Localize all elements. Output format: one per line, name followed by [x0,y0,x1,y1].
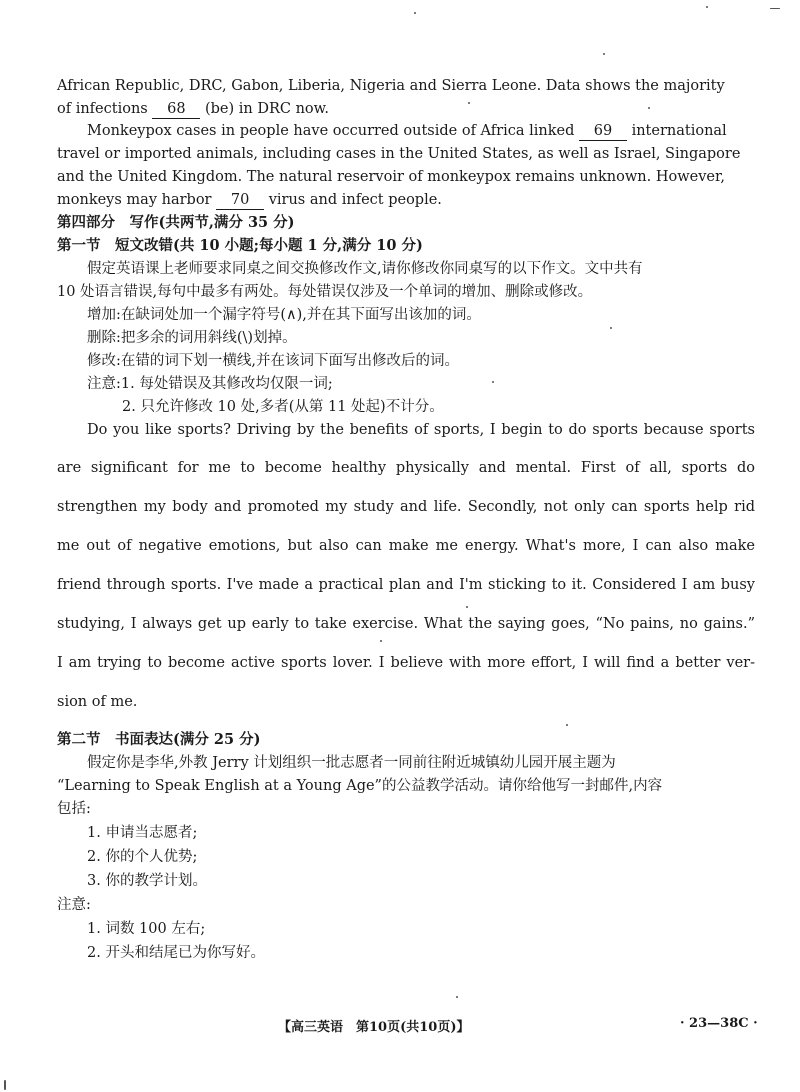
scan-speck [466,606,468,608]
passage-line-5: and the United Kingdom. The natural reservoir of monkeypox remains unknown. However, [57,169,725,185]
essay-line-2: are significant for me to become healthy physically and mental. First of all, sports do [57,460,755,476]
section1-intro-1: 假定英语课上老师要求同桌之间交换修改作文,请你修改你同桌写的以下作文。文中共有 [87,261,643,277]
passage-line-6 [57,190,752,210]
scan-speck [648,107,650,109]
blank-68: 68 [152,101,200,119]
scan-speck [4,1080,6,1090]
scan-speck [770,8,780,9]
content-item-2: 2. 你的个人优势; [87,849,198,865]
scan-speck [603,53,605,55]
essay-line-7: I am trying to become active sports lover. I believe with more effort, I will find a better ver- [57,655,755,671]
section2-prompt-2: “Learning to Speak English at a Young Age”的公益教学活动。请你给他写一封邮件,内容 [57,778,663,794]
passage-text: virus and infect people. [268,192,442,208]
content-item-3: 3. 你的教学计划。 [87,873,207,889]
writing-note-1: 1. 词数 100 左右; [87,921,206,937]
scan-speck [380,640,382,642]
scan-speck [610,327,612,329]
passage-text: (be) in DRC now. [204,101,329,117]
notes-heading: 注意: [57,897,91,913]
note-1: 注意:1. 每处错误及其修改均仅限一词; [87,376,333,392]
essay-line-8: sion of me. [57,694,138,710]
blank-70: 70 [216,192,264,210]
section2-prompt-3: 包括: [57,801,91,817]
rule-add: 增加:在缺词处加一个漏字符号(∧),并在其下面写出该加的词。 [87,307,481,323]
part4-heading: 第四部分 写作(共两节,满分 35 分) [57,214,295,231]
essay-line-5: friend through sports. I've made a practical plan and I'm sticking to it. Considered I am busy [57,577,755,593]
content-item-1: 1. 申请当志愿者; [87,825,198,841]
section1-heading: 第一节 短文改错(共 10 小题;每小题 1 分,满分 10 分) [57,237,423,254]
rule-modify: 修改:在错的词下划一横线,并在该词下面写出修改后的词。 [87,353,459,369]
essay-line-6: studying, I always get up early to take exercise. What the saying goes, “No pains, no gains.” [57,616,755,632]
scan-speck [706,6,708,8]
passage-line-1: African Republic, DRC, Gabon, Liberia, Nigeria and Sierra Leone. Data shows the majority [57,78,725,94]
note-2: 2. 只允许修改 10 处,多者(从第 11 处起)不计分。 [122,399,444,415]
passage-line-3 [87,121,752,141]
passage-text: Monkeypox cases in people have occurred outside of Africa linked [87,123,575,139]
writing-note-2: 2. 开头和结尾已为你写好。 [87,945,265,961]
scan-speck [468,102,470,104]
essay-line-4: me out of negative emotions, but also can make me energy. What's more, I can also make [57,538,755,554]
scan-speck [456,996,458,998]
section2-heading: 第二节 书面表达(满分 25 分) [57,731,261,748]
scan-speck [492,381,494,383]
passage-line-2 [57,99,752,119]
blank-69: 69 [579,123,627,141]
rule-delete: 删除:把多余的词用斜线(\)划掉。 [87,330,297,346]
scan-speck [414,12,416,14]
page-footer-title: 【高三英语 第10页(共10页)】 [278,1020,470,1035]
passage-text: monkeys may harbor [57,192,212,208]
essay-line-1: Do you like sports? Driving by the benefits of sports, I begin to do sports because sports [87,422,755,438]
essay-line-3: strengthen my body and promoted my study and life. Secondly, not only can sports help rid [57,499,755,515]
scan-speck [566,724,568,726]
section2-prompt-1: 假定你是李华,外教 Jerry 计划组织一批志愿者一同前往附近城镇幼儿园开展主题为 [87,755,616,771]
page-footer-code: · 23—38C · [680,1016,758,1031]
section1-intro-2: 10 处语言错误,每句中最多有两处。每处错误仅涉及一个单词的增加、删除或修改。 [57,284,593,300]
passage-text: international [631,123,727,139]
passage-text: of infections [57,101,148,117]
passage-line-4: travel or imported animals, including cases in the United States, as well as Israel, Singapore [57,146,741,162]
